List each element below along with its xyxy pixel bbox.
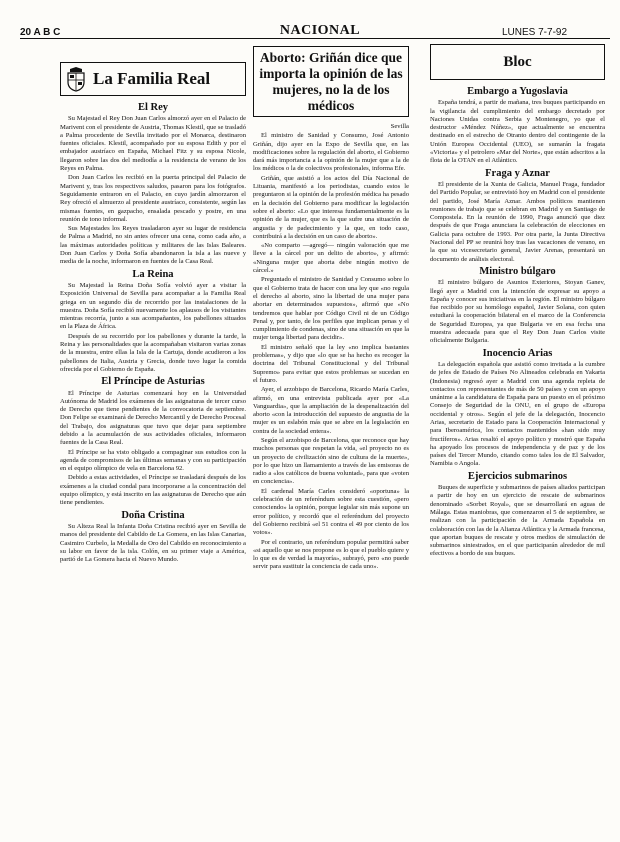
article-paragraph: España tendrá, a partir de mañana, tres buques participando en la vigilancia del cumplimiento del embargo decretado por Naciones Unidas contra Serbia y Montenegro, yo que el destructor «Méndez Núñez», que actualmente se encuentra destinado en el estrecho de Otranto dentro del contingente de la Unión Europea Occidental (UEO), se sumarán la fragata «Victoria» y el petrolero «Mar del Norte», que están adscritos a la flota de la OTAN en el Atlántico. [430,99,605,165]
header-rule [20,38,610,39]
bloc-banner [430,44,605,80]
aborto-dateline: Sevilla [390,123,409,130]
la-reina-heading: La Reina [132,268,174,280]
aborto-headline-box [253,46,409,117]
familia-real-title: La Familia Real [93,68,211,88]
publication-name: A B C [33,27,61,38]
aborto-column [253,44,409,573]
aborto-headline: Aborto: Griñán dice que importa la opinión de las mujeres, no la de los médicos [259,50,403,113]
article-paragraph: Don Juan Carlos les recibió en la puerta principal del Palacio de Marivent y, tras los respectivos saludos, pasaron para los fotógrafos. Seguidamente entraron en el Palacio, en cuyo jardín almorzaron el Rey ofreció el almuerzo al presidente austríaco, consistente, según las mismas fuentes, en gazpacho, ensalada pescado y postre, en una reunión de tono informal. [60,174,246,223]
article-paragraph: Buques de superficie y submarinos de países aliados participan a partir de hoy en un ejercicio de rescate de submarinos denominado «Sorbet Royal», que se desarrollará en aguas de Málaga. Estas maniobras, que comenzaron el 5 de septiembre, se realizan con la participación de la Armada Española en colaboración con las de la Alianza Atlántica y la Armada francesa, que aportan buques de rescate y otros medios de simulación de submarinos siniestrados, en el que participarán alrededor de mil efectivos a bordo de sus buques. [430,484,605,558]
issue-date: LUNES 7-7-92 [502,27,568,38]
article-paragraph: El cardenal María Carles consideró «oportuna» la celebración de un referéndum sobre esta cuestión, «pero conociendo» la opinión, porque legislar sin más supone un error político, y recordó que el referéndum del proyecto del Gobierno recibirá «el 51 contra el 49 por ciento de los votos». [253,487,409,537]
article-paragraph: Preguntado el ministro de Sanidad y Consumo sobre lo que el Gobierno trata de hacer con una ley que «no regula el derecho al aborto, sino la libertad de una mujer para abortar en determinados supuestos», afirmó que «No tendremos que hablar por Código Civil ni de un Código Penal y, por tanto, de los perfiles que implican penas y el cumplimiento de condenas, sino de una situación en que la mujer tenga libertad para decidir». [253,276,409,342]
bloc-column [430,44,605,560]
left-margin-gutter [20,55,52,840]
article-paragraph: El Príncipe se ha visto obligado a compaginar sus estudios con la agenda de compromisos de las últimas semanas y con su participación en el equipo olímpico de vela en Barcelona 92. [60,448,246,473]
article-paragraph: Griñán, que asistió a los actos del Día Nacional de Lituania, manifestó a los periodistas, cuando estos le preguntaron si la opinión de la profesión médica ha pesado en la decisión del Gobierno para modificar la legislación sobre el aborto: «Lo que interesa fundamentalmente es la opinión de la mujer, que es la que sufre una situación de angustia y de padecimiento y la que, en todo caso, contribuirá a la decisión en un caso de aborto». [253,174,409,240]
fraga-heading: Fraga y Aznar [485,167,550,179]
familia-real-banner [60,62,246,96]
article-paragraph: La delegación española que asistió como invitada a la cumbre de jefes de Estado de Países No Alineados celebrada en Yakarta (Indonesia) regresó ayer a Madrid con una agenda repleta de contactos con representantes de más de 50 países y con un apoyo unánime a la candidatura de España para un puesto en el próximo Consejo de Seguridad de la ONU, en el grupo de «Europa occidental y otros». Según el jefe de la delegación, Inocencio Arias, secretario de Estado para la Cooperación Internacional y para Iberoamérica, los contactos mantenidos «han sido muy fructíferos». Arias resaltó el apoyo político y mostró que España ha apoyado los procesos de independencia y de paz y de los países del Tercer Mundo, citando como tales los de El Salvador, Namibia o Angola. [430,360,605,468]
bloc-title: Bloc [503,53,532,70]
article-paragraph: Según el arzobispo de Barcelona, que reconoce que hay muchos personas que respetan la vida, «el proyecto no es un proyecto de civilización sino de cultura de la muerte», por lo que hizo un llamamiento a través de las emisoras de radio a «los católicos de buena voluntad», para que «voten en conciencia». [253,436,409,486]
section-title: NACIONAL [279,23,361,38]
article-paragraph: Después de su recorrido por los pabellones y durante la tarde, la Reina y las personalidades que la acompañaban visitaron varias zonas de la muestra, entre ellas la Isla de la Cartuja, donde acudieron a los pabellones de Italia, Austria y Grecia, donde tuvo lugar la comida ofrecida por el Gobierno de España. [60,332,246,373]
royal-crest-icon [65,66,87,92]
page-number: 20 [20,27,32,38]
article-paragraph: Por el contrario, un referéndum popular permitirá saber «si aquello que se nos propone es lo que el pueblo quiere y lo que es de verdad la mayoría», subrayó, pero «no puede servir para sustituir la conciencia de cada uno». [253,538,409,571]
ejercicios-heading: Ejercicios submarinos [467,470,568,482]
article-paragraph: Debido a estas actividades, el Príncipe se trasladará después de los exámenes a la ciudad condal para incorporarse a la concentración del equipo olímpico, y está inscrito en las asignaturas de Derecho que aún tiene pendientes. [60,474,246,507]
article-paragraph: Su Alteza Real la Infanta Doña Cristina recibió ayer en Sevilla de manos del presidente del Cabildo de La Gomera, en las Islas Canarias, Casimiro Curbelo, la Medalla de Oro del Cabildo en reconocimiento a su labor en favor de la isla. Colón, en su primer viaje a América, partió de La Gomera hacia el Nuevo Mundo. [60,522,246,564]
article-paragraph: Ayer, el arzobispo de Barcelona, Ricardo María Carles, afirmó, en una entrevista publicada ayer por «La Vanguardia», que la ampliación de la despenalización del aborto «con la introducción del supuesto de angustia de la mujer es un eslabón más que se abre en la legislación en contra de la sociedad entera». [253,386,409,435]
bulgaro-heading: Ministro búlgaro [479,265,556,277]
article-paragraph: El ministro señaló que la ley «no implica bastantes problemas», y dijo que «lo que se ha hecho es recoger la doctrina del Tribunal Constitucional y del Tribunal Supremo» para evitar que estos problemas se sucedan en el futuro. [253,343,409,384]
principe-heading: El Príncipe de Asturias [101,376,205,388]
article-paragraph: Sus Majestades los Reyes trasladaron ayer su lugar de residencia de Palma a Madrid, no sin antes ofrecer una cena, como cada año, a las máximas autoridades políticas y militares de las Islas Baleares. Don Juan Carlos y Doña Sofía abandonaron la isla a las nueve y media de la noche, informaron en fuentes de la Casa Real. [60,225,246,266]
article-paragraph: Su Majestad el Rey Don Juan Carlos almorzó ayer en el Palacio de Marivent con el presidente de Austria, Thomas Klestil, que se trasladó a Palma procedente de Sevilla invitado por el Monarca, destinaron fuentes oficiales. Klestil, acompañado por su esposa Edith y por el embajador austríaco en España, Michael Fitz y su esposa Nicole, llegaron sobre las dos del mediodía a la residencia de verano de los Reyes en Palma. [60,115,246,173]
article-paragraph: El Príncipe de Asturias comenzará hoy en la Universidad Autónoma de Madrid los exámenes de las asignaturas de tercer curso de Derecho que tiene pendientes de la convocatoria de septiembre. Don Felipe se examinará de Derecho Mercantil y de Derecho Procesal del Trabajo, dos asignaturas que tuvo que dejar para septiembre debido a la acumulación de sus actividades oficiales, informaron fuentes de la Casa Real. [60,389,246,447]
article-paragraph: El ministro búlgaro de Asuntos Exteriores, Stoyan Ganev, llegó ayer a Madrid con la intención de expresar su apoyo a España y conocer sus iniciativas en la región. El ministro búlgaro fue recibido por su homólogo español, Javier Solana, con quien estudiará la cooperación bilateral en el marco de la Conferencia de Seguridad Europea, ya que Bulgaria ve en esa fecha una muestra adecuada para que el Rey Don Juan Carlos visite oficialmente Bulgaria. [430,279,605,345]
page-number-publication [20,27,60,38]
inocencio-heading: Inocencio Arias [482,347,553,359]
familia-real-column [60,44,246,565]
embargo-heading: Embargo a Yugoslavia [467,86,568,97]
article-paragraph: «No comparto —agregó— ningún valoración que me lleve a la cárcel por un delito de aborto», y afirmó: «Ninguna mujer que aborta debe ningún motivo de cárcel.» [253,242,409,275]
article-paragraph: El ministro de Sanidad y Consumo, José Antonio Griñán, dijo ayer en la Expo de Sevilla que, en las modificaciones sobre la regulación del aborto, el Gobierno dará más importancia a la opinión de la mujer que a la de los médicos o la de colectivos profesionales, informa Efe. [253,132,409,173]
el-rey-heading: El Rey [137,102,169,113]
article-paragraph: Su Majestad la Reina Doña Sofía volvió ayer a visitar la Exposición Universal de Sevilla para acompañar a la Familia Real griega en un segundo día de recorrido por las instalaciones de la muestra. Doña Sofía recibió nuevamente los aplausos de los visitantes mientras recorría, junto a sus acompañantes, los pabellones situados en la Plaza de África. [60,281,246,331]
dona-cristina-heading: Doña Cristina [121,509,185,521]
article-paragraph: El presidente de la Xunta de Galicia, Manuel Fraga, fundador del Partido Popular, se entrevistó hoy en Madrid con el presidente del partido, José María Aznar. Ambos políticos mantienen reuniones de trabajo que se celebran en Madrid y en Santiago de Compostela. En la reunión de 1990, Fraga anunció que diez después de que Fraga anunciara la celebración de elecciones en Galicia para octubre de 1993. Por otra parte, la Junta Directiva Nacional del PP se reunirá hoy tras las vacaciones de verano, en la que su vicesecretario general, Javier Arenas, presentará un documento de análisis electoral. [430,180,605,263]
